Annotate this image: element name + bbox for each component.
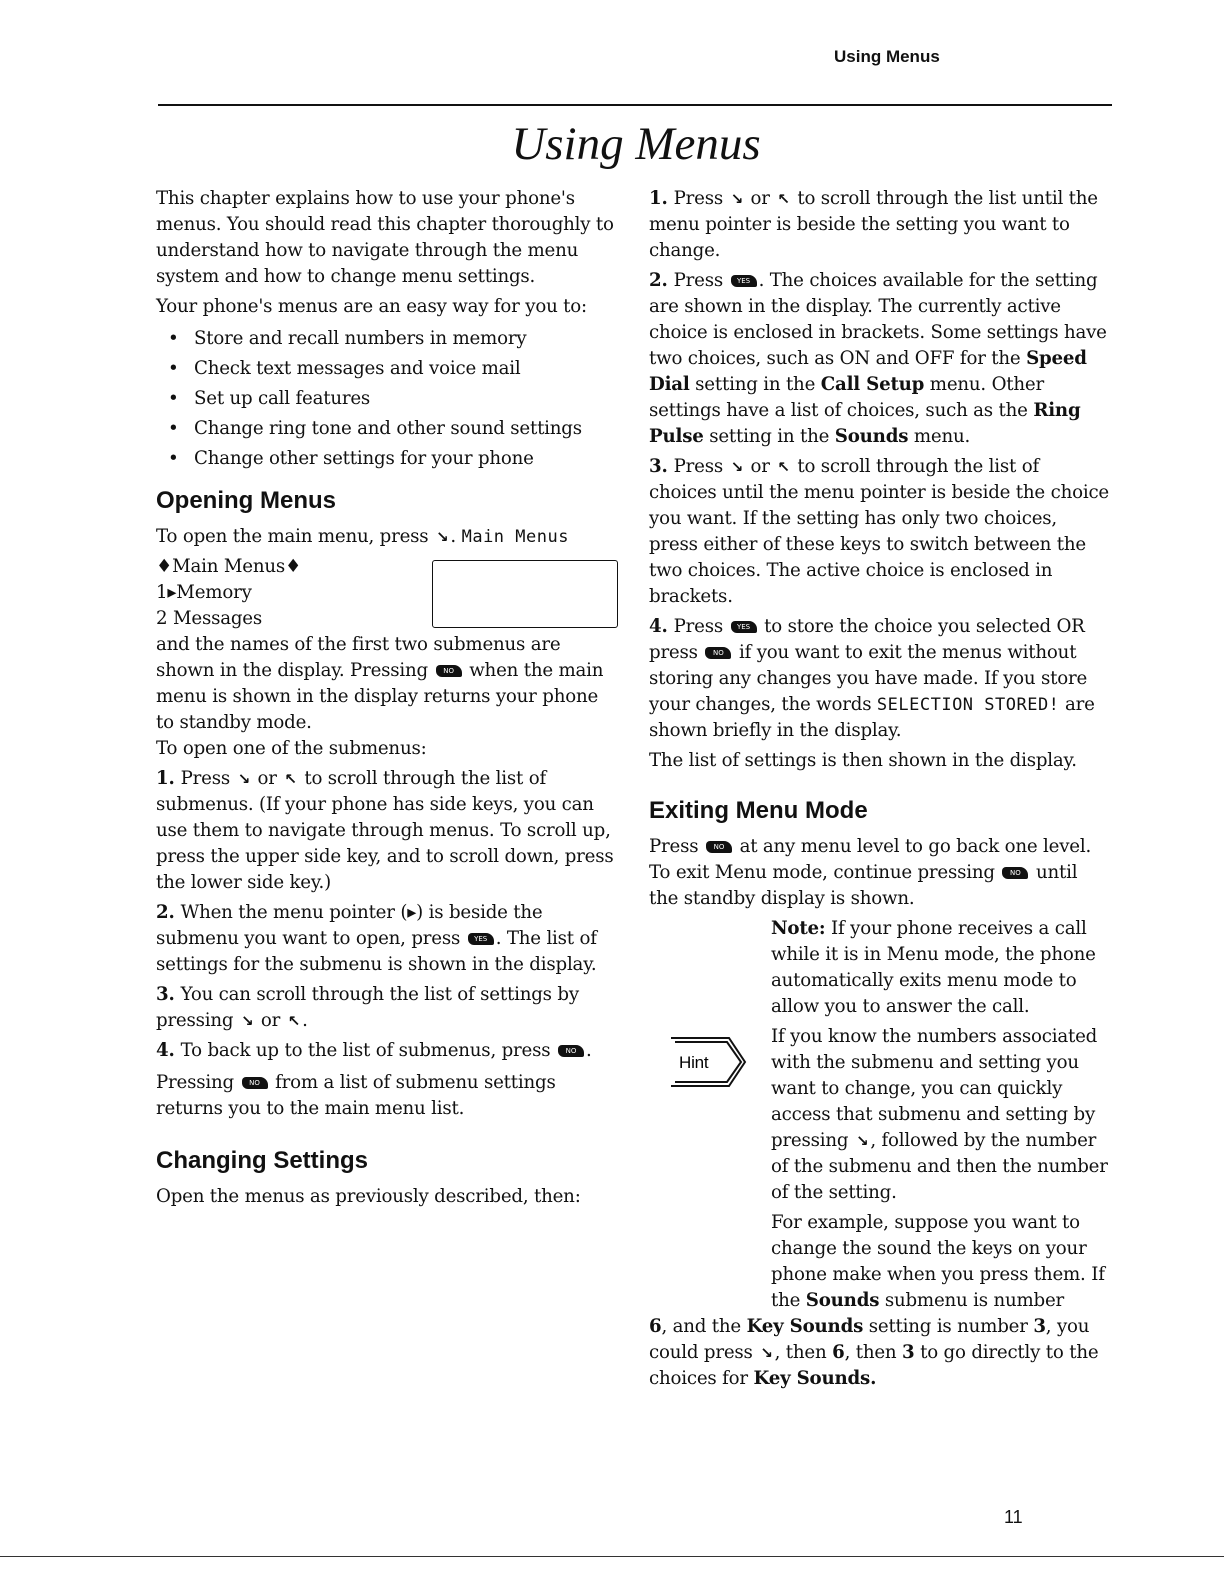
list-item: • Check text messages and voice mail	[156, 354, 618, 384]
example-paragraph: For example, suppose you want to change the sound the keys on your phone make when you press them. If the Sounds submenu is number 6, and the Key Sounds setting is number 3, you could press ↘ , then 6, then 3 to go directly to the choices for Key Sounds.	[649, 1210, 1111, 1392]
left-column: This chapter explains how to use your phone's menus. You should read this chapter thoroughly to understand how to navigate through the menu system and how to change menu settings. Your phone's menus are an easy way for you to: • Store and recall numbers in memory • Check text messages and voice mail • Set up call features • Change ring tone and other sound settings • Change other settings for your phone Opening Menus To open the main menu, press ↘ . Main Menus ♦Main Menus♦ 1▸Memory 2 Messages and the names of the first two submenus are shown in the display. Pressing NO when the main menu is shown in the display returns your phone to standby mode. To open one of the submenus: 1. Press ↘ or ↖ to scroll through the list of submenus. (If your phone has side keys, you can use them to navigate through menus. To scroll up, press the upper side key, and to scroll down, press the lower side key.) 2. When the menu pointer (▸) is beside the submenu you want to open, press YES . The list of settings for the submenu is shown in the display. 3. You can scroll through the list of settings by pressing ↘ or ↖ . 4. To back up to the list of submenus, press NO . Pressing NO from a list of submenu settings returns you to the main menu list. Changing Settings Open the menus as previously described, then:	[156, 186, 618, 1214]
changing-closing: The list of settings is then shown in the display.	[649, 750, 1077, 771]
changing-step-1: 1. Press ↘ or ↖ to scroll through the list until the menu pointer is beside the setting you want to change.	[649, 188, 1098, 261]
opening-step-3: 3. You can scroll through the list of settings by pressing ↘ or ↖ .	[156, 982, 618, 1034]
section-heading-changing-settings: Changing Settings	[156, 1147, 368, 1174]
display-line: 2 Messages	[156, 608, 262, 629]
yes-key-icon: YES	[731, 621, 757, 633]
list-item: • Change ring tone and other sound settings	[156, 414, 618, 444]
intro-paragraph: This chapter explains how to use your phone's menus. You should read this chapter thoroughly to understand how to navigate through the menu system and how to change menu settings.	[156, 188, 614, 287]
scroll-up-key-icon: ↖	[777, 190, 790, 208]
scroll-down-key-icon: ↘	[237, 770, 250, 788]
intro-list-lead: Your phone's menus are an easy way for you to:	[156, 296, 587, 317]
yes-key-icon: YES	[731, 275, 757, 287]
scroll-down-key-icon: ↘	[855, 1132, 869, 1150]
right-column	[649, 186, 1111, 1396]
pressing-no-paragraph: Pressing NO from a list of submenu settings returns you to the main menu list.	[156, 1072, 556, 1119]
scroll-down-key-icon: ↘	[730, 190, 743, 208]
scroll-down-key-icon: ↘	[730, 458, 743, 476]
example-indented: For example, suppose you want to change the sound the keys on your phone make when you press them. If the Sounds submenu is number	[771, 1212, 1105, 1311]
phone-display	[432, 560, 618, 628]
scroll-up-key-icon: ↖	[284, 770, 297, 788]
no-key-icon: NO	[706, 841, 732, 853]
yes-key-icon: YES	[468, 933, 494, 945]
no-key-icon: NO	[1002, 867, 1028, 879]
hint-text: If you know the numbers associated with the submenu and setting you want to change, you can quickly access that submenu and setting by pressing ↘ , followed by the number of the submenu and then the number of the setting.	[771, 1026, 1108, 1203]
list-item: • Change other settings for your phone	[156, 444, 618, 474]
section-heading-opening-menus: Opening Menus	[156, 487, 336, 514]
feature-list	[156, 324, 618, 474]
changing-lead: Open the menus as previously described, then:	[156, 1186, 581, 1207]
selection-stored-display-text: SELECTION STORED!	[876, 695, 1060, 715]
main-menus-display-text: Main Menus	[461, 527, 569, 547]
footer-rule	[0, 1556, 1224, 1557]
scroll-up-key-icon: ↖	[777, 458, 790, 476]
hint-label: Hint	[679, 1053, 709, 1072]
hint-icon	[667, 1034, 747, 1090]
note-block: Note: If your phone receives a call while it is in Menu mode, the phone automatically exits menu mode to allow you to answer the call.	[771, 918, 1096, 1017]
opening-step-2: 2. When the menu pointer (▸) is beside the submenu you want to open, press YES . The list of settings for the submenu is shown in the display.	[156, 902, 597, 975]
scroll-up-key-icon: ↖	[287, 1012, 301, 1030]
scroll-down-key-icon: ↘	[760, 1344, 773, 1362]
changing-step-3: 3. Press ↘ or ↖ to scroll through the list of choices until the menu pointer is beside the choice you want. If the setting has only two choices, press either of these keys to switch between the two choices. The active choice is enclosed in brackets.	[649, 456, 1109, 607]
scroll-down-key-icon: ↘	[436, 528, 449, 546]
opening-step-1: 1. Press ↘ or ↖ to scroll through the list of submenus. (If your phone has side keys, you can use them to navigate through menus. To scroll up, press the upper side key, and to scroll down, press the lower side key.)	[156, 768, 614, 893]
page-title: Using Menus	[511, 118, 761, 170]
exiting-paragraph: Press NO at any menu level to go back one level. To exit Menu mode, continue pressing NO until the standby display is shown.	[649, 836, 1092, 909]
changing-step-2: 2. Press YES . The choices available for the setting are shown in the display. The currently active choice is enclosed in brackets. Some settings have two choices, such as ON and OFF for the Speed Dial setting in the Call Setup menu. Other settings have a list of choices, such as the Ring Pulse setting in the Sounds menu.	[649, 270, 1107, 447]
running-header: Using Menus	[834, 47, 940, 66]
hint-row	[649, 1024, 1111, 1206]
menu-pointer-icon: ▸	[407, 902, 417, 923]
scroll-down-key-icon: ↘	[240, 1012, 254, 1030]
page-number: 11	[1004, 1507, 1023, 1527]
note-label: Note:	[771, 918, 826, 939]
no-key-icon: NO	[436, 665, 462, 677]
section-heading-exiting-menu-mode: Exiting Menu Mode	[649, 797, 868, 824]
opening-paragraph: To open the main menu, press ↘ . Main Menus	[156, 524, 618, 550]
no-key-icon: NO	[705, 647, 731, 659]
no-key-icon: NO	[242, 1077, 268, 1089]
changing-step-4: 4. Press YES to store the choice you selected OR press NO if you want to exit the menus without storing any changes you have made. If you store your changes, the words SELECTION STORED! are shown briefly in the display.	[649, 616, 1095, 741]
header-rule	[158, 104, 1112, 106]
display-line: ♦Main Menus♦	[156, 556, 302, 577]
list-item: • Store and recall numbers in memory	[156, 324, 618, 354]
no-key-icon: NO	[558, 1045, 584, 1057]
submenu-lead: To open one of the submenus:	[156, 738, 427, 759]
display-line: 1▸Memory	[156, 582, 252, 603]
list-item: • Set up call features	[156, 384, 618, 414]
opening-step-4: 4. To back up to the list of submenus, press NO .	[156, 1040, 592, 1061]
